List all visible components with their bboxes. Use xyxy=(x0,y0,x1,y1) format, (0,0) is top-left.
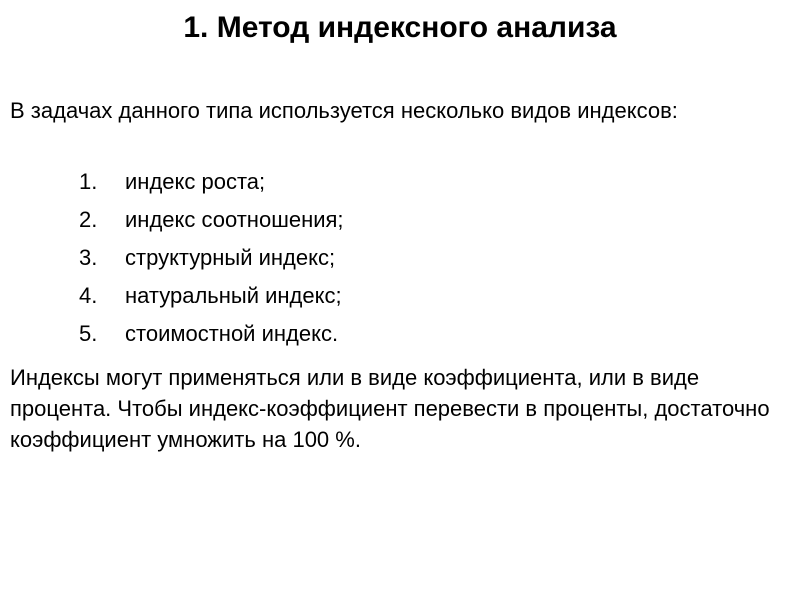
index-types-list xyxy=(0,166,800,356)
list-item xyxy=(0,242,800,280)
list-item-text: индекс соотношения; xyxy=(125,207,344,232)
list-item-text: стоимостной индекс. xyxy=(125,321,339,346)
list-item-number: 5. xyxy=(79,321,98,346)
list-item-text: индекс роста; xyxy=(125,169,266,194)
list-item xyxy=(0,204,800,242)
list-item xyxy=(0,280,800,318)
list-item-text: натуральный индекс; xyxy=(125,283,342,308)
list-item-text: структурный индекс; xyxy=(125,245,336,270)
conclusion-paragraph: Индексы могут применяться или в виде коэффициента, или в виде процента. Чтобы индекс-коэффициент перевести в проценты, достаточно коэффициент умножить на 100 %. xyxy=(10,365,770,452)
list-item-number: 1. xyxy=(79,169,98,194)
list-item-number: 2. xyxy=(79,207,98,232)
list-item-number: 3. xyxy=(79,245,98,270)
slide-title: 1. Метод индексного анализа xyxy=(183,11,617,44)
list-item-number: 4. xyxy=(79,283,98,308)
list-item xyxy=(0,166,800,204)
list-item xyxy=(0,318,800,356)
intro-paragraph: В задачах данного типа используется несколько видов индексов: xyxy=(10,98,678,123)
